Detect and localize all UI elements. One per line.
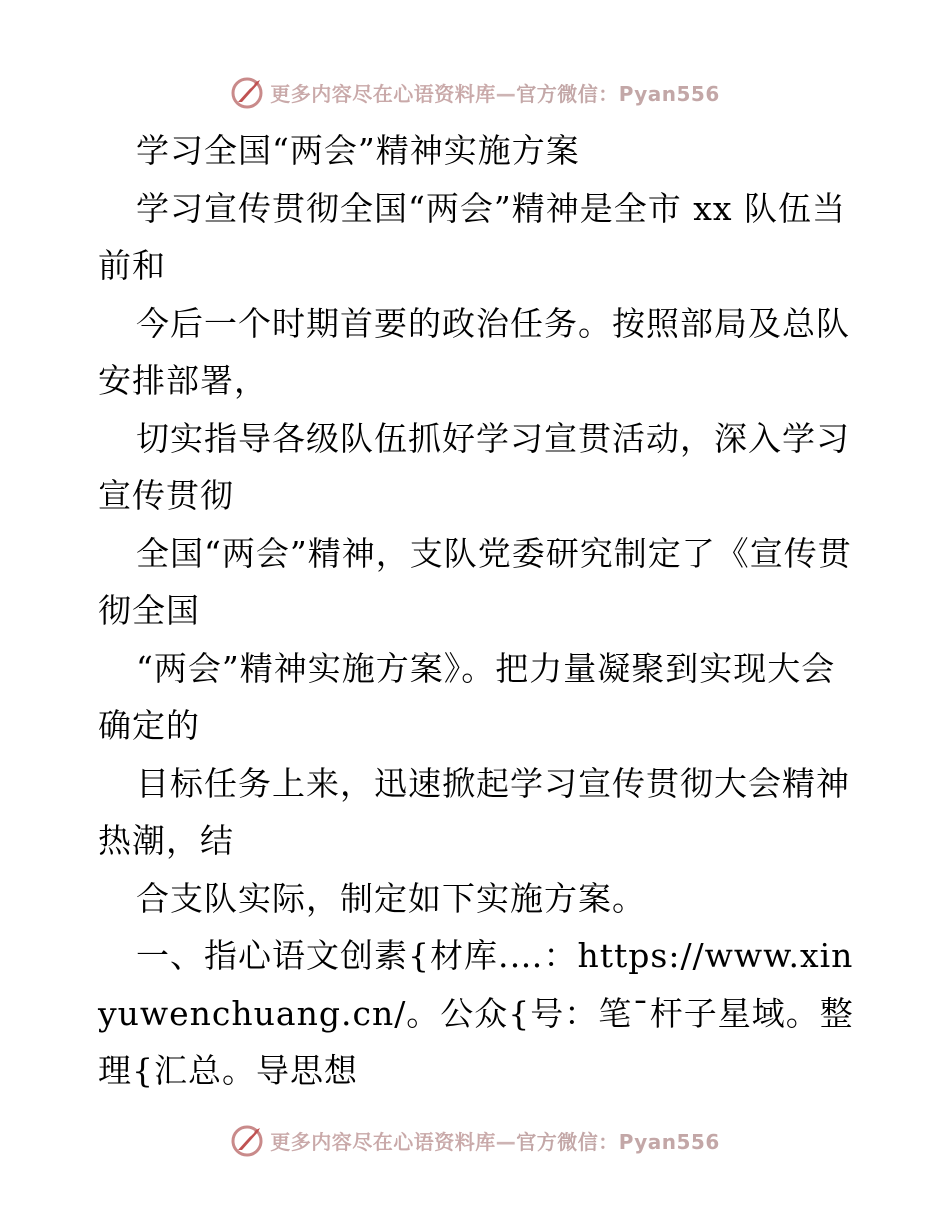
document-body [98, 122, 858, 1100]
section-heading: 一、指心语文创素{材库.…：https://www.xinyuwenchuang.cn/。公众{号：笔¯杆子星域。整理{汇总。导思想 [98, 936, 854, 1090]
paragraph: 全国“两会”精神，支队党委研究制定了《宣传贯彻全国 [98, 533, 852, 630]
watermark-banner-bottom [0, 1118, 950, 1162]
paragraph: 学习宣传贯彻全国“两会”精神是全市 xx 队伍当前和 [98, 188, 846, 285]
watermark-banner-top [0, 70, 950, 114]
paragraph: 切实指导各级队伍抓好学习宣贯活动，深入学习宣传贯彻 [98, 418, 850, 515]
quill-logo-icon [230, 74, 266, 110]
paragraph: “两会”精神实施方案》。把力量凝聚到实现大会确定的 [98, 648, 836, 745]
paragraph: 今后一个时期首要的政治任务。按照部局及总队安排部署， [98, 303, 850, 400]
watermark-text: 更多内容尽在心语资料库—官方微信：Pyan556 [270, 1129, 720, 1154]
paragraph: 合支队实际，制定如下实施方案。 [136, 878, 646, 918]
document-title: 学习全国“两会”精神实施方案 [136, 131, 580, 170]
quill-logo-icon [230, 1122, 266, 1158]
watermark-text: 更多内容尽在心语资料库—官方微信：Pyan556 [270, 81, 720, 106]
paragraph: 目标任务上来，迅速掀起学习宣传贯彻大会精神热潮，结 [98, 763, 850, 860]
